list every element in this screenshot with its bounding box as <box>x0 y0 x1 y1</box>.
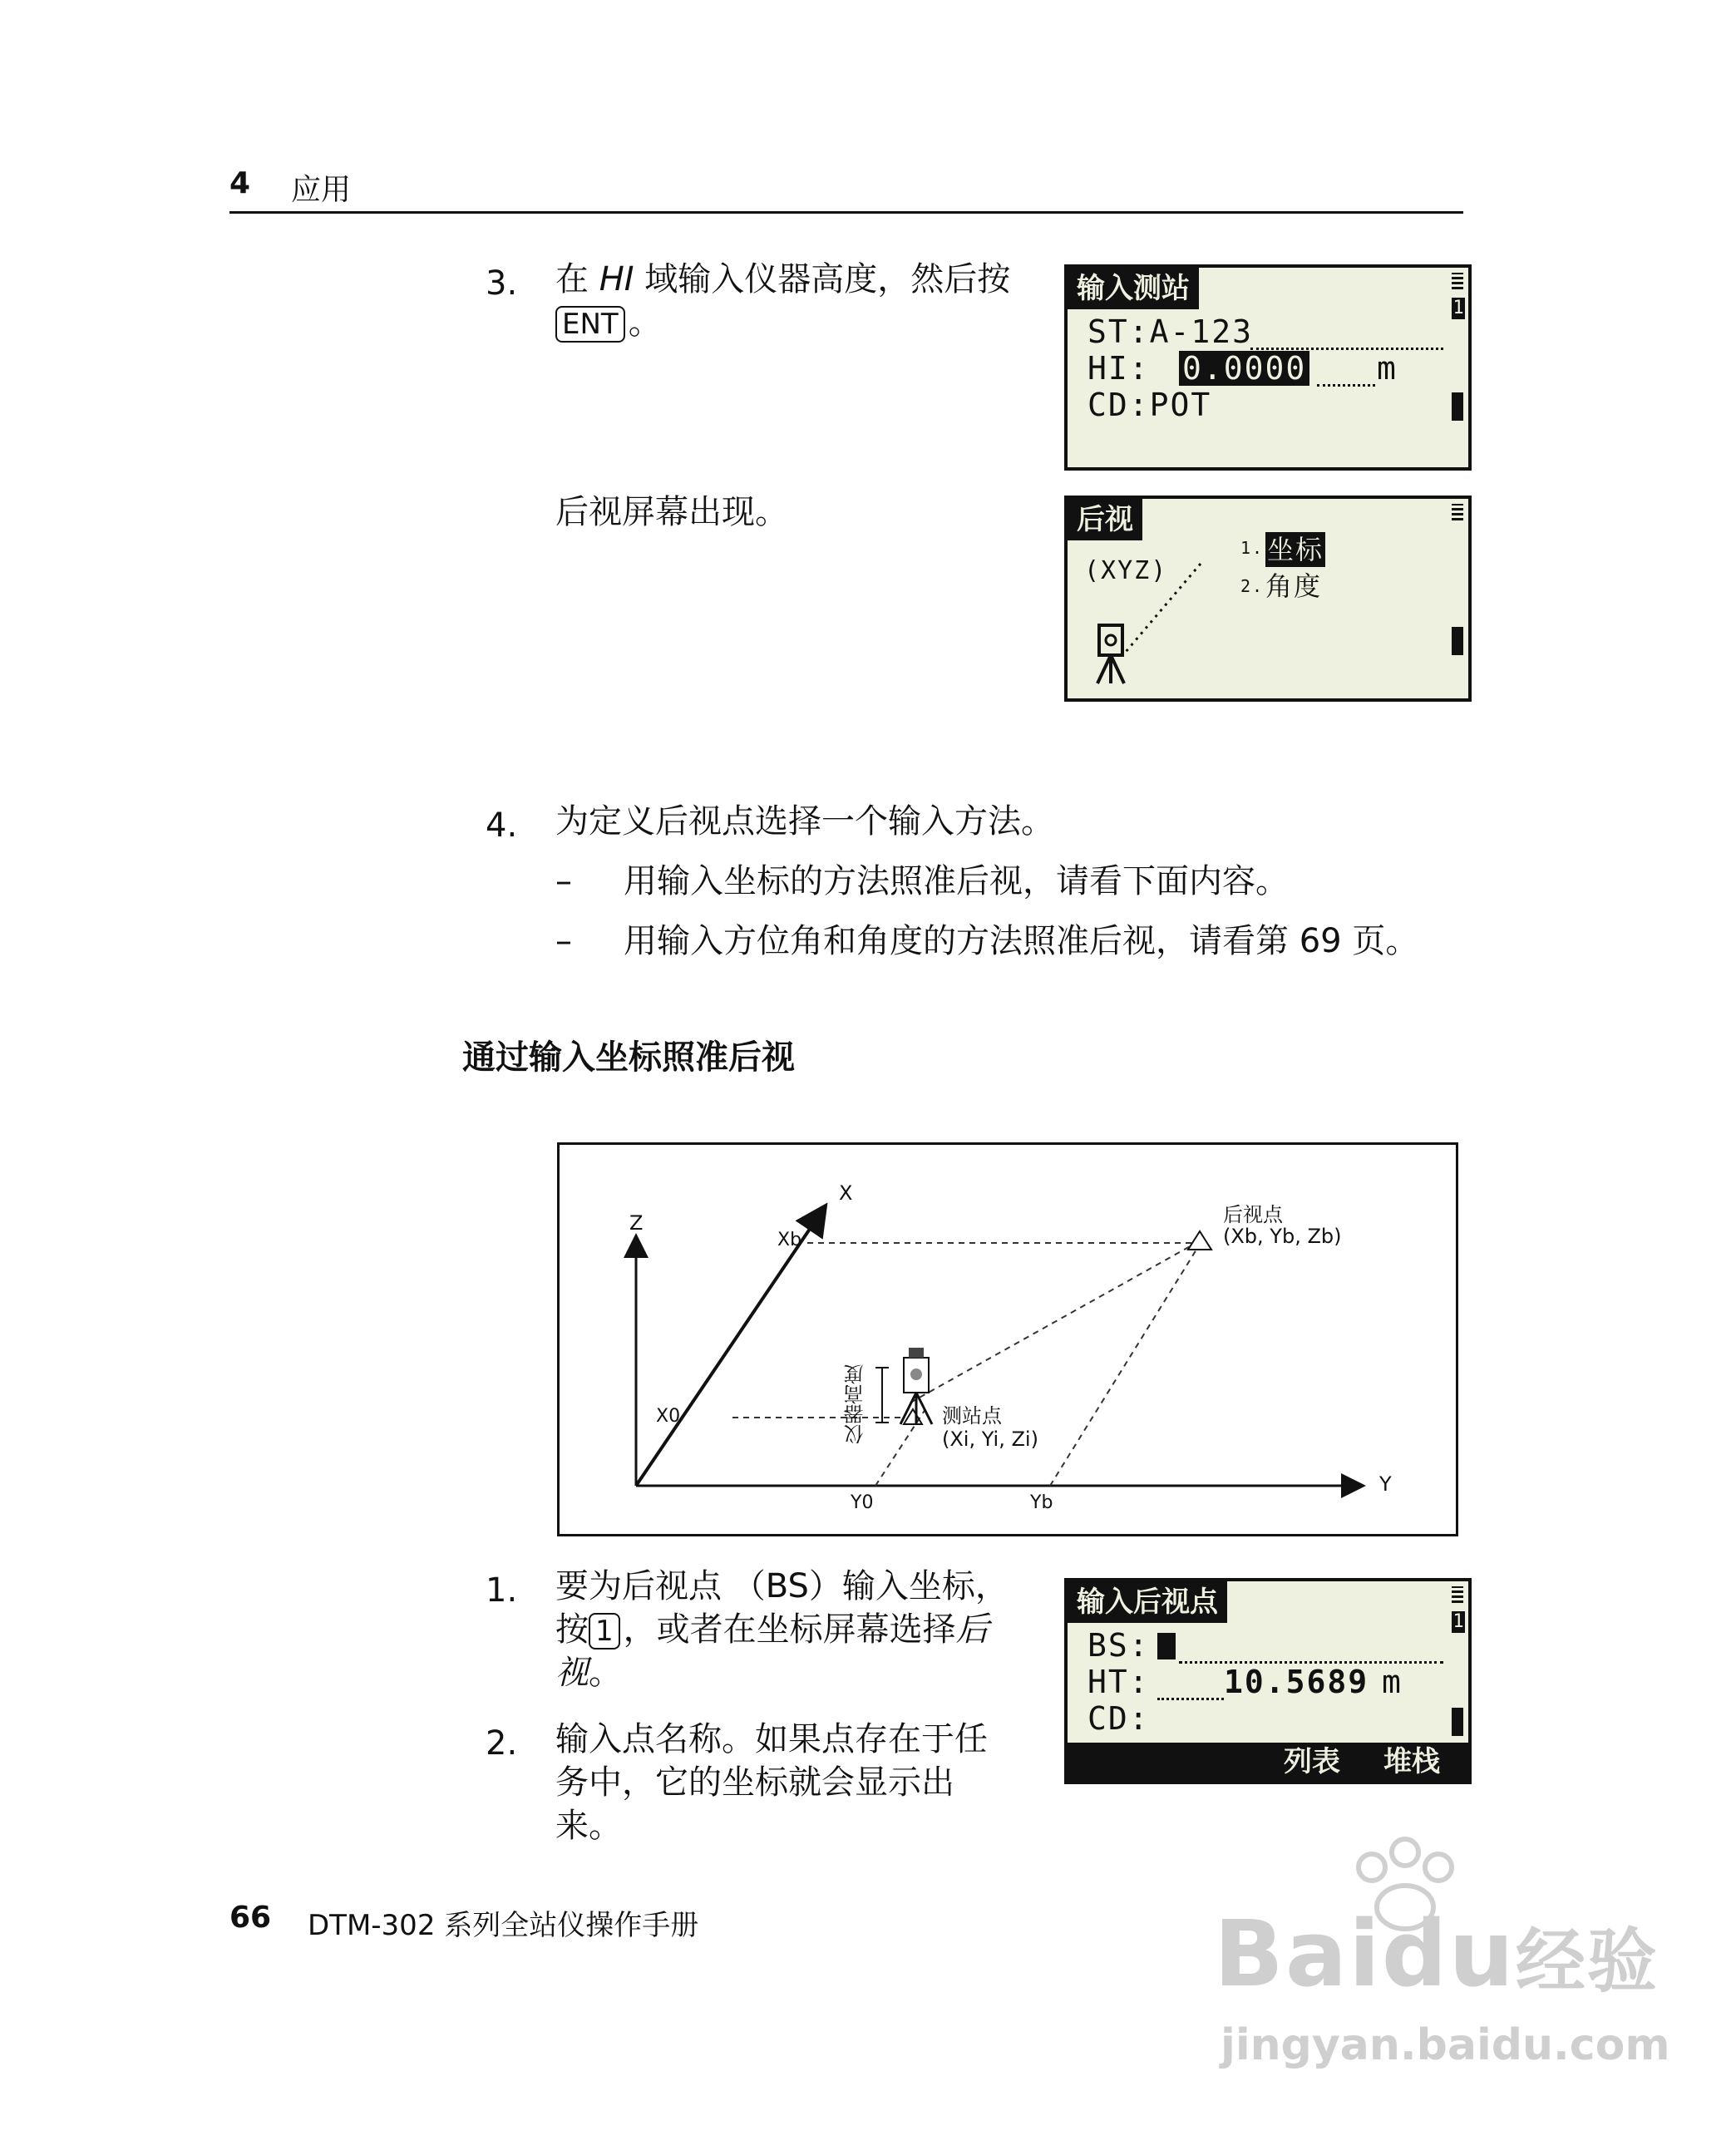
lcd-station-hi-value[interactable]: 0.0000 <box>1179 351 1309 386</box>
step-2-text: 输入点名称。如果点存在于任 务中，它的坐标就会显示出 来。 <box>555 1720 988 1845</box>
step-2-number: 2. <box>486 1724 518 1763</box>
station-point-label: 测站点 <box>942 1404 1002 1428</box>
lcd-bs-screen <box>1064 1578 1472 1784</box>
step-3-text: 在 HI 域输入仪器高度，然后按 ENT 。 <box>555 260 1011 342</box>
coordinate-diagram <box>557 1142 1458 1536</box>
lcd-station-cd: CD:POT <box>1087 387 1212 423</box>
page-indicator: 1 <box>1452 298 1464 318</box>
step-1-number: 1. <box>486 1571 518 1610</box>
watermark-url: jingyan.baidu.com <box>1221 2020 1670 2070</box>
y0-label: Y0 <box>851 1492 874 1513</box>
softkey-stack[interactable]: 堆栈 <box>1383 1745 1440 1778</box>
backsight-line-icon <box>1117 560 1209 660</box>
lcd-bs-title: 输入后视点 <box>1068 1581 1227 1623</box>
step-3-number: 3. <box>486 264 518 303</box>
step-4-text: 为定义后视点选择一个输入方法。 <box>555 802 1054 841</box>
xb-label: Xb <box>777 1230 802 1250</box>
header-rule <box>229 211 1463 214</box>
chapter-title: 应用 <box>291 173 352 207</box>
menu-1-number: 1. <box>1240 538 1265 558</box>
scroll-indicator-icon <box>1452 1586 1463 1603</box>
softkey-bar <box>1068 1743 1468 1781</box>
lcd-ht-unit: m <box>1382 1664 1403 1700</box>
manual-title: DTM-302 系列全站仪操作手册 <box>308 1909 699 1942</box>
lcd-bs-label: BS: <box>1087 1627 1150 1664</box>
station-coords: (Xi, Yi, Zi) <box>942 1428 1038 1451</box>
lcd-cd-label: CD: <box>1087 1700 1150 1737</box>
axis-y-label: Y <box>1379 1472 1392 1496</box>
menu-2-number: 2. <box>1240 576 1265 596</box>
backsight-coords: (Xb, Yb, Zb) <box>1223 1225 1342 1248</box>
battery-icon <box>1452 392 1463 421</box>
section-heading: 通过输入坐标照准后视 <box>462 1038 795 1077</box>
scroll-indicator-icon <box>1452 504 1463 520</box>
softkey-list[interactable]: 列表 <box>1284 1745 1340 1778</box>
total-station-icon <box>1092 624 1129 685</box>
step-4-number: 4. <box>486 806 518 845</box>
page-number: 66 <box>229 1901 272 1935</box>
diagram-graphics <box>560 1145 1456 1534</box>
scroll-indicator-icon <box>1452 273 1463 289</box>
axis-x-label: X <box>839 1181 853 1205</box>
menu-1-coordinates[interactable]: 坐标 <box>1267 534 1324 565</box>
battery-icon <box>1452 1708 1463 1736</box>
lcd-dots <box>1317 384 1375 387</box>
bullet-2: 用输入方位角和角度的方法照准后视，请看第 69 页。 <box>624 922 1419 960</box>
bullet-1: 用输入坐标的方法照准后视，请看下面内容。 <box>624 862 1289 900</box>
lcd-backsight-screen <box>1064 496 1472 702</box>
step-1-text: 要为后视点 （BS）输入坐标， 按 1 ，或者在坐标屏幕选择后 视。 <box>555 1567 1009 1692</box>
lcd-station-hi-unit: m <box>1377 350 1398 387</box>
lcd-station-st: ST:A-123 <box>1087 313 1254 350</box>
lcd-ht-value[interactable]: 10.5689 <box>1224 1664 1369 1700</box>
backsight-point-label: 后视点 <box>1223 1203 1283 1226</box>
bullet-dash: – <box>555 862 572 900</box>
yb-label: Yb <box>1030 1492 1053 1513</box>
lcd-backsight-title: 后视 <box>1068 499 1142 540</box>
x0-label: X0 <box>656 1406 681 1427</box>
lcd-station-title: 输入测站 <box>1068 268 1199 309</box>
page-indicator: 1 <box>1452 1611 1464 1632</box>
instrument-height-label: 仪器高度 <box>844 1364 867 1444</box>
ent-key: ENT <box>555 306 625 343</box>
battery-icon <box>1452 627 1463 655</box>
axis-z-label: Z <box>629 1211 644 1235</box>
menu-2-angle[interactable]: 角度 <box>1265 570 1323 602</box>
paw-logo-icon <box>1347 1834 1463 1934</box>
field-hi: HI <box>599 260 634 298</box>
lcd-dots <box>1157 1698 1224 1700</box>
lcd-ht-label: HT: <box>1087 1664 1150 1700</box>
chapter-number: 4 <box>229 166 251 200</box>
lcd-station-screen <box>1064 264 1472 471</box>
watermark-brand: Baidu经验 <box>1214 1901 1659 2007</box>
bullet-dash: – <box>555 922 572 960</box>
lcd-coord-label: (XYZ) <box>1084 556 1168 585</box>
backsight-appears-text: 后视屏幕出现。 <box>555 493 788 531</box>
text-cursor[interactable] <box>1157 1633 1176 1659</box>
lcd-station-hi-label: HI: <box>1087 350 1150 387</box>
key-1: 1 <box>589 1613 620 1650</box>
